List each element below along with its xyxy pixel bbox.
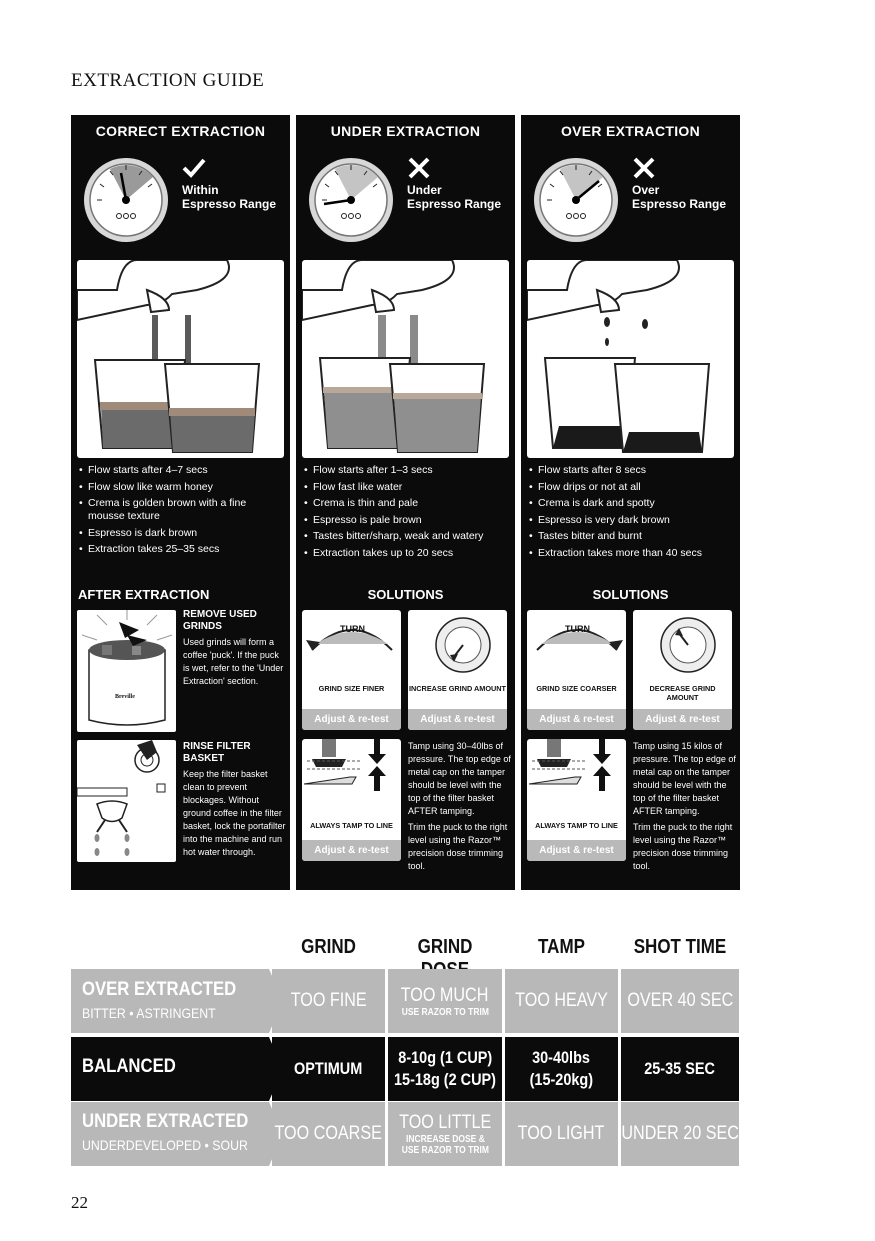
column-header-grind-dose: GRIND (417, 936, 473, 958)
row-label-over-extracted: OVER EXTRACTED BITTER • ASTRINGENT (71, 969, 269, 1033)
tamp-caption: ALWAYS TAMP TO LINE (535, 821, 618, 830)
sol-caption: INCREASE GRIND AMOUNT (408, 684, 507, 693)
list-item: • Flow starts after 4–7 secs (79, 464, 284, 477)
turn-label: TURN (565, 624, 590, 634)
list-item: • Flow starts after 1–3 secs (304, 464, 509, 477)
table-cell: UNDER 20 SEC (621, 1102, 739, 1166)
list-item: • Extraction takes up to 20 secs (304, 547, 509, 560)
tamp-card (527, 739, 626, 861)
list-item: • Extraction takes more than 40 secs (529, 547, 734, 560)
extraction-illustration (302, 260, 509, 458)
verdict-label: Within Espresso Range (182, 183, 277, 211)
list-item: • Crema is golden brown with a fine mousse texture (79, 497, 284, 523)
list-item: • Flow drips or not at all (529, 481, 734, 494)
column-header-shot-time: SHOT TIME (633, 936, 727, 958)
panel-heading: CORRECT EXTRACTION (95, 123, 266, 139)
table-cell: 30-40lbs (15-20kg) (505, 1037, 618, 1101)
sol-caption: GRIND SIZE FINER (318, 684, 385, 693)
grind-size-card (302, 610, 401, 730)
tamp-instructions: Tamp using 30–40lbs of pressure. The top edge of metal cap on the tamper should be level with the top of the filter basket AFTER tamping. Trim the puck to the right level using the Razor™ precision dose trimming tool. (408, 741, 511, 871)
panel-over-extraction (521, 115, 740, 890)
row-label-balanced: BALANCED (71, 1037, 269, 1101)
pressure-gauge-icon (83, 157, 169, 243)
list-item: • Espresso is pale brown (304, 514, 509, 527)
table-cell: TOO HEAVY (505, 969, 618, 1033)
table-cell: TOO LITTLE INCREASE DOSE & USE RAZOR TO TRIM (388, 1102, 502, 1166)
tamp-caption: ALWAYS TAMP TO LINE (310, 821, 393, 830)
page-number: 22 (71, 1193, 88, 1212)
grind-amount-card (633, 610, 732, 730)
adjust-retest-label: Adjust & re-test (302, 840, 401, 861)
extraction-illustration (77, 260, 284, 458)
section-heading: AFTER EXTRACTION (78, 587, 210, 602)
adjust-retest-label: Adjust & re-test (633, 709, 732, 730)
list-item: • Flow starts after 8 secs (529, 464, 734, 477)
table-cell: OPTIMUM (272, 1037, 385, 1101)
list-item: • Crema is dark and spotty (529, 497, 734, 510)
sol-caption: DECREASE GRIND AMOUNT (649, 684, 716, 702)
table-cell: TOO COARSE (272, 1102, 385, 1166)
remove-grinds-text: Used grinds will form a coffee 'puck'. If the puck is wet, refer to the 'Under Extraction' section. (183, 637, 284, 686)
table-cell: 25-35 SEC (621, 1037, 739, 1101)
sol-caption: GRIND SIZE COARSER (536, 684, 617, 693)
column-header-tamp: TAMP (538, 936, 585, 958)
verdict-label: Under Espresso Range (407, 183, 502, 211)
rinse-basket-text: Keep the filter basket clean to prevent blockages. Without ground coffee in the filter basket, lock the portafilter into the machine and run hot water through. (183, 769, 286, 857)
list-item: • Crema is thin and pale (304, 497, 509, 510)
flow-characteristics-list (79, 464, 284, 560)
adjust-retest-label: Adjust & re-test (527, 709, 626, 730)
table-cell: OVER 40 SEC (621, 969, 739, 1033)
section-heading: SOLUTIONS (367, 587, 444, 602)
brand-logo: Breville (115, 694, 135, 700)
list-item: • Flow slow like warm honey (79, 481, 284, 494)
list-item: • Flow fast like water (304, 481, 509, 494)
flow-characteristics-list (529, 464, 734, 563)
table-cell: TOO FINE (272, 969, 385, 1033)
flow-characteristics-list (304, 464, 509, 563)
page-title: EXTRACTION GUIDE (71, 70, 265, 91)
remove-grinds-title: REMOVE USED GRINDS (183, 609, 257, 632)
turn-label: TURN (340, 624, 365, 634)
panel-under-extraction (296, 115, 515, 890)
cross-icon (631, 155, 657, 181)
list-item: • Extraction takes 25–35 secs (79, 543, 284, 556)
check-icon (181, 155, 207, 181)
tamp-card (302, 739, 401, 861)
rinse-basket-title: RINSE FILTER BASKET (183, 741, 251, 764)
list-item: • Espresso is dark brown (79, 527, 284, 540)
grind-amount-card (408, 610, 507, 730)
pressure-gauge-icon (308, 157, 394, 243)
row-label-under-extracted: UNDER EXTRACTED UNDERDEVELOPED • SOUR (71, 1102, 269, 1166)
table-cell: TOO LIGHT (505, 1102, 618, 1166)
adjust-retest-label: Adjust & re-test (408, 709, 507, 730)
panel-heading: UNDER EXTRACTION (330, 123, 481, 139)
adjust-retest-label: Adjust & re-test (527, 840, 626, 861)
list-item: • Espresso is very dark brown (529, 514, 734, 527)
remove-grinds-illustration (77, 610, 176, 732)
tamp-instructions: Tamp using 15 kilos of pressure. The top edge of metal cap on the tamper should be level with the top of the filter basket AFTER tamping. Trim the puck to the right level using the Razor™ precision dose trimming tool. (633, 741, 736, 871)
panel-heading: OVER EXTRACTION (560, 123, 701, 139)
verdict-label: Over Espresso Range (632, 183, 727, 211)
pressure-gauge-icon (533, 157, 619, 243)
table-cell: TOO MUCH USE RAZOR TO TRIM (388, 969, 502, 1033)
table-cell: 8-10g (1 CUP) 15-18g (2 CUP) (388, 1037, 502, 1101)
list-item: • Tastes bitter and burnt (529, 530, 734, 543)
grind-size-card (527, 610, 626, 730)
adjust-retest-label: Adjust & re-test (302, 709, 401, 730)
panel-correct-extraction (71, 115, 290, 890)
list-item: • Tastes bitter/sharp, weak and watery (304, 530, 509, 543)
section-heading: SOLUTIONS (592, 587, 669, 602)
cross-icon (406, 155, 432, 181)
extraction-illustration (527, 260, 734, 458)
column-header-grind: GRIND (301, 936, 356, 958)
rinse-basket-illustration (77, 740, 176, 862)
